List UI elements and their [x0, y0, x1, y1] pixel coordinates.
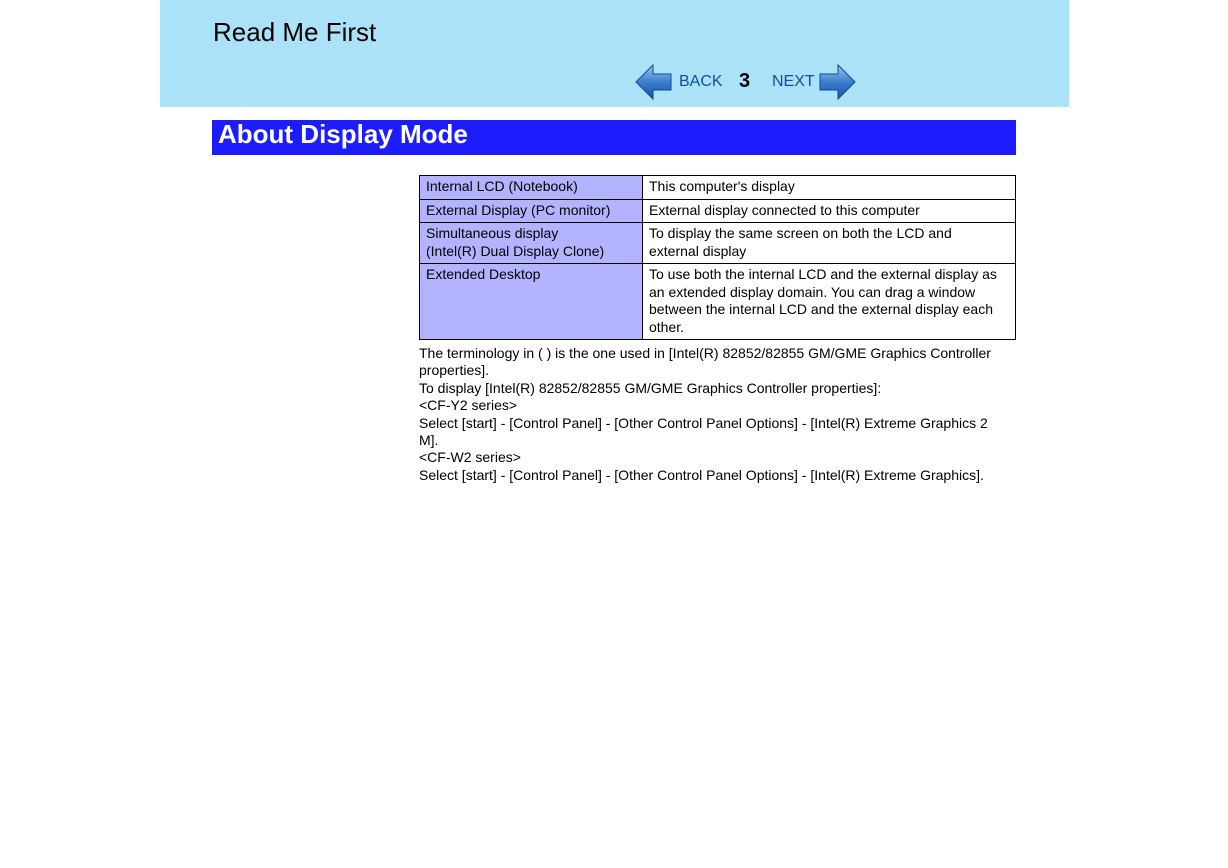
note-line: properties].	[419, 362, 490, 379]
mode-term-line: Simultaneous display	[426, 225, 559, 241]
section-heading-bar	[212, 120, 1016, 155]
mode-term-cell	[420, 176, 643, 200]
mode-term-line: Internal LCD (Notebook)	[426, 178, 578, 194]
section-title: About Display Mode	[218, 119, 468, 149]
table-row	[420, 264, 1016, 340]
next-arrow-icon[interactable]	[818, 63, 856, 101]
mode-description-line: between the internal LCD and the external display each	[649, 301, 993, 317]
note-line: Select [start] - [Control Panel] - [Other Control Panel Options] - [Intel(R) Extreme Graphics 2	[419, 414, 988, 431]
mode-term-line: Extended Desktop	[426, 266, 541, 282]
mode-description-line: External display connected to this computer	[649, 201, 920, 218]
mode-description-cell	[643, 264, 1016, 340]
display-mode-table	[419, 175, 1016, 340]
note-line: <CF-Y2 series>	[419, 397, 518, 414]
mode-term-cell	[420, 223, 643, 264]
mode-description-line: To use both the internal LCD and the external display as	[649, 266, 997, 282]
note-line: The terminology in ( ) is the one used in [Intel(R) 82852/82855 GM/GME Graphics Controller	[419, 345, 991, 361]
mode-term-cell	[420, 199, 643, 223]
notes-block	[419, 345, 1019, 484]
mode-description-cell	[643, 223, 1016, 264]
back-arrow-icon[interactable]	[635, 63, 673, 101]
mode-term-cell	[420, 264, 643, 340]
page-number: 3	[739, 70, 751, 92]
mode-description-line: other.	[649, 318, 685, 335]
mode-description-cell	[643, 176, 1016, 200]
mode-description-line: To display the same screen on both the LCD and	[649, 225, 952, 241]
mode-description-line: external display	[649, 242, 747, 259]
mode-description-line: an extended display domain. You can drag a window	[649, 283, 976, 300]
table-row	[420, 176, 1016, 200]
note-line: Select [start] - [Control Panel] - [Other Control Panel Options] - [Intel(R) Extreme Graphics].	[419, 466, 984, 483]
page-header	[160, 0, 1069, 107]
note-line: <CF-W2 series>	[419, 449, 521, 466]
mode-description-cell	[643, 199, 1016, 223]
table-row	[420, 199, 1016, 223]
table-row	[420, 223, 1016, 264]
next-link[interactable]: NEXT	[772, 73, 815, 90]
note-line: To display [Intel(R) 82852/82855 GM/GME Graphics Controller properties]:	[419, 379, 882, 396]
back-link[interactable]: BACK	[679, 73, 723, 90]
document-title: Read Me First	[213, 17, 377, 47]
mode-term-line: (Intel(R) Dual Display Clone)	[426, 242, 605, 259]
note-line: M].	[419, 432, 439, 449]
mode-term-line: External Display (PC monitor)	[426, 201, 611, 218]
mode-description-line: This computer's display	[649, 178, 795, 194]
